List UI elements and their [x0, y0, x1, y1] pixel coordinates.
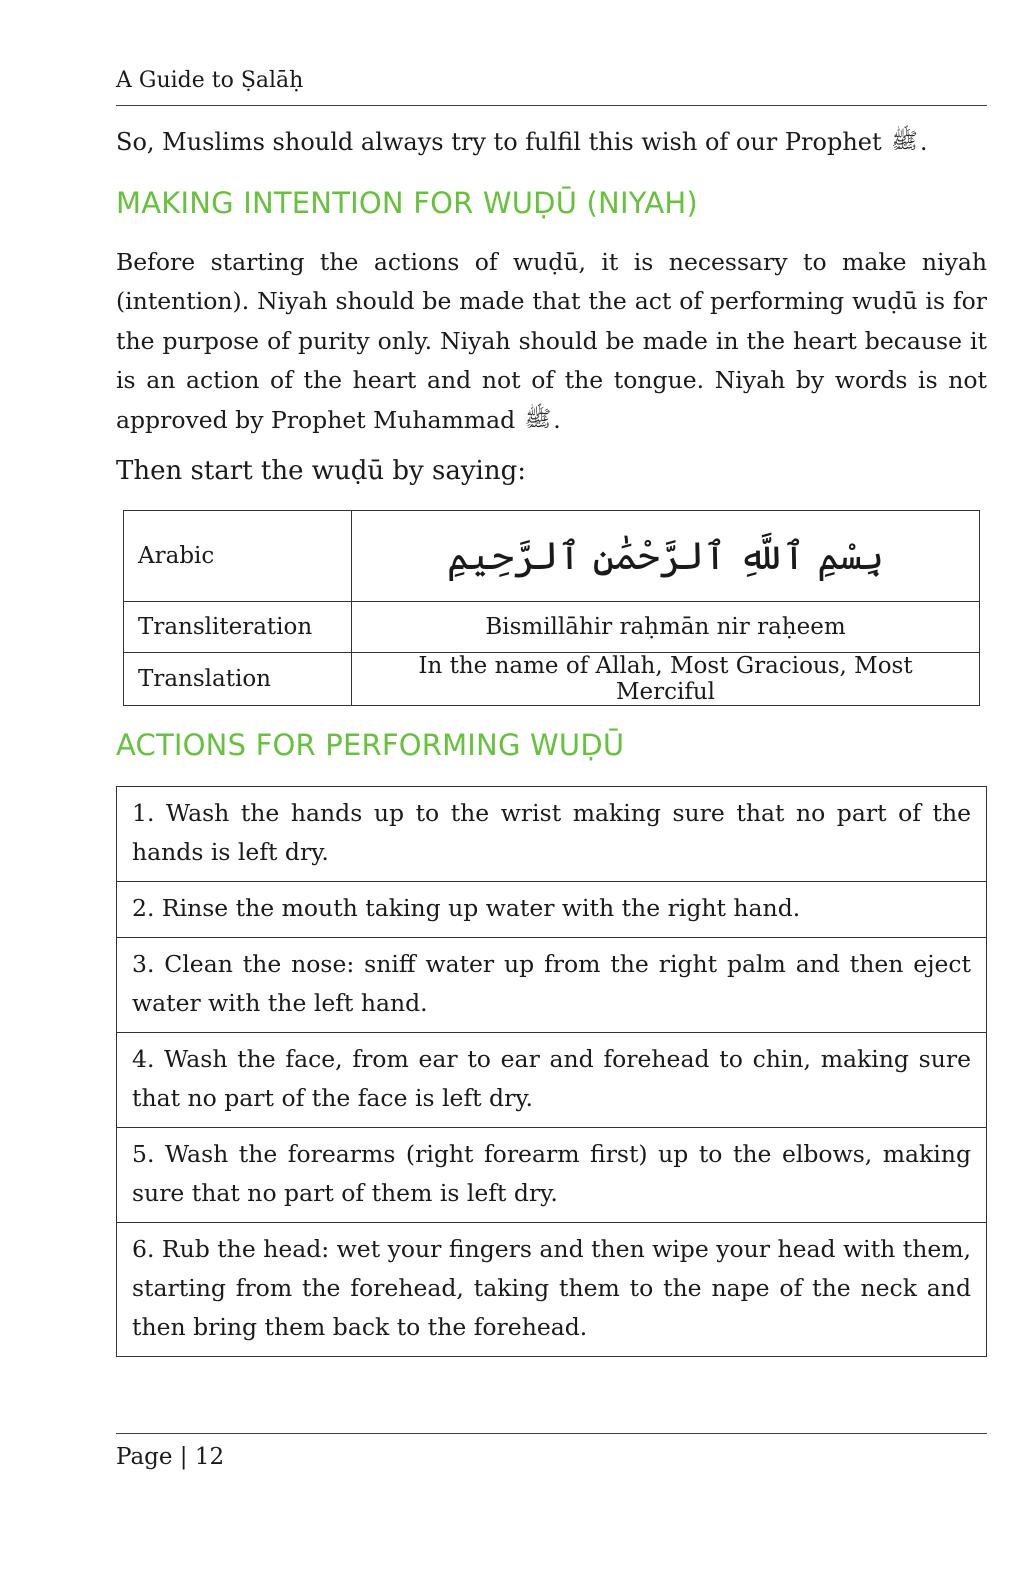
table-row	[117, 882, 987, 938]
step-text: 1. Wash the hands up to the wrist making sure that no part of the hands is left dry.	[117, 787, 987, 882]
intro-end: .	[919, 128, 928, 156]
niyah-text: Before starting the actions of wuḍū, it is necessary to make niyah (intention). Niyah should be made that the act of performing wuḍū is for the purpose of purity only. Niyah should be made in the heart because it is an action of the heart and not of the tongue. Niyah by words is not approved by Prophet Muhammad	[116, 248, 987, 435]
section-title-actions: ACTIONS FOR PERFORMING WUḌŪ	[116, 728, 625, 762]
table-row	[117, 938, 987, 1033]
bismillah-table	[123, 510, 980, 706]
step-text: 6. Rub the head: wet your fingers and then wipe your head with them, starting from the forehead, taking them to the nape of the neck and then bring them back to the forehead.	[117, 1223, 987, 1357]
step-text: 5. Wash the forearms (right forearm first) up to the elbows, making sure that no part of them is left dry.	[117, 1128, 987, 1223]
intro-paragraph	[116, 123, 987, 161]
page-number: Page | 12	[116, 1444, 225, 1470]
lead-in-text: Then start the wuḍū by saying:	[116, 456, 527, 486]
footer-divider	[116, 1433, 987, 1434]
step-text: 3. Clean the nose: sniff water up from the right palm and then eject water with the left hand.	[117, 938, 987, 1033]
salutation-icon: ﷺ	[891, 129, 918, 154]
step-text: 2. Rinse the mouth taking up water with the right hand.	[117, 882, 987, 938]
intro-text: So, Muslims should always try to fulfil this wish of our Prophet	[116, 128, 882, 156]
table-row	[117, 1033, 987, 1128]
row-label: Arabic	[124, 511, 352, 602]
table-row	[124, 653, 980, 706]
header-divider	[116, 105, 987, 106]
running-header-title: A Guide to Ṣalāḥ	[116, 68, 304, 93]
translation-text: In the name of Allah, Most Gracious, Most Merciful	[352, 653, 980, 706]
salutation-icon: ﷺ	[524, 407, 552, 433]
arabic-text: بِسْمِ ٱللَّهِ ٱلرَّحْمَٰنِ ٱلرَّحِيمِ	[352, 511, 980, 602]
table-row	[124, 511, 980, 602]
niyah-paragraph	[116, 243, 987, 440]
section-title-niyah: MAKING INTENTION FOR WUḌŪ (NIYAH)	[116, 186, 698, 220]
wudu-steps-table	[116, 786, 987, 1357]
table-row	[117, 787, 987, 882]
step-text: 4. Wash the face, from ear to ear and forehead to chin, making sure that no part of the face is left dry.	[117, 1033, 987, 1128]
table-row	[117, 1128, 987, 1223]
transliteration-text: Bismillāhir raḥmān nir raḥeem	[352, 602, 980, 653]
table-row	[124, 602, 980, 653]
niyah-end: .	[553, 406, 561, 435]
row-label: Translation	[124, 653, 352, 706]
row-label: Transliteration	[124, 602, 352, 653]
table-row	[117, 1223, 987, 1357]
